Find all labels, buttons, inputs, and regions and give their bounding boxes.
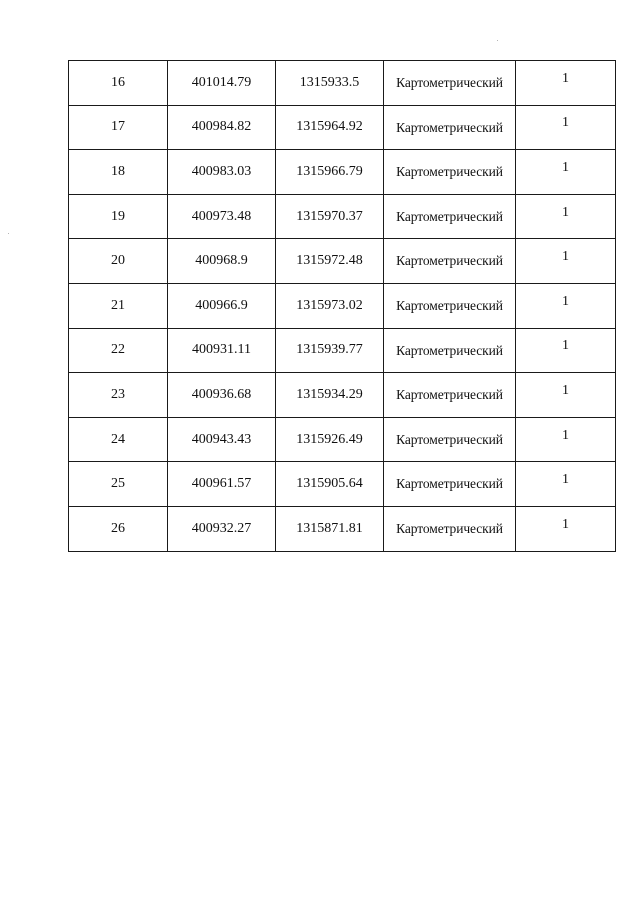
accuracy-value: 1 bbox=[516, 61, 616, 106]
coordinate-x: 400931.11 bbox=[168, 328, 276, 373]
determination-method: Картометрический bbox=[384, 417, 516, 462]
point-number: 21 bbox=[69, 283, 168, 328]
accuracy-value: 1 bbox=[516, 328, 616, 373]
coordinates-table-body bbox=[69, 61, 616, 552]
coordinate-x: 400966.9 bbox=[168, 283, 276, 328]
determination-method: Картометрический bbox=[384, 328, 516, 373]
table-row bbox=[69, 373, 616, 418]
coordinate-x: 401014.79 bbox=[168, 61, 276, 106]
coordinate-x: 400973.48 bbox=[168, 194, 276, 239]
coordinate-y: 1315966.79 bbox=[276, 150, 384, 195]
coordinates-table bbox=[68, 60, 616, 552]
determination-method: Картометрический bbox=[384, 150, 516, 195]
point-number: 16 bbox=[69, 61, 168, 106]
accuracy-value: 1 bbox=[516, 150, 616, 195]
table-row bbox=[69, 194, 616, 239]
coordinate-x: 400983.03 bbox=[168, 150, 276, 195]
determination-method: Картометрический bbox=[384, 61, 516, 106]
accuracy-value: 1 bbox=[516, 283, 616, 328]
accuracy-value: 1 bbox=[516, 373, 616, 418]
point-number: 26 bbox=[69, 506, 168, 551]
coordinate-y: 1315905.64 bbox=[276, 462, 384, 507]
coordinate-y: 1315973.02 bbox=[276, 283, 384, 328]
table-row bbox=[69, 506, 616, 551]
coordinate-y: 1315871.81 bbox=[276, 506, 384, 551]
determination-method: Картометрический bbox=[384, 283, 516, 328]
accuracy-value: 1 bbox=[516, 194, 616, 239]
accuracy-value: 1 bbox=[516, 417, 616, 462]
accuracy-value: 1 bbox=[516, 105, 616, 150]
determination-method: Картометрический bbox=[384, 373, 516, 418]
determination-method: Картометрический bbox=[384, 105, 516, 150]
coordinate-x: 400961.57 bbox=[168, 462, 276, 507]
determination-method: Картометрический bbox=[384, 506, 516, 551]
scan-speck-left bbox=[8, 233, 9, 234]
point-number: 18 bbox=[69, 150, 168, 195]
coordinate-y: 1315934.29 bbox=[276, 373, 384, 418]
coordinate-y: 1315939.77 bbox=[276, 328, 384, 373]
table-row bbox=[69, 150, 616, 195]
table-row bbox=[69, 283, 616, 328]
coordinate-y: 1315933.5 bbox=[276, 61, 384, 106]
determination-method: Картометрический bbox=[384, 194, 516, 239]
coordinate-x: 400936.68 bbox=[168, 373, 276, 418]
coordinate-x: 400968.9 bbox=[168, 239, 276, 284]
coordinate-y: 1315964.92 bbox=[276, 105, 384, 150]
point-number: 22 bbox=[69, 328, 168, 373]
accuracy-value: 1 bbox=[516, 462, 616, 507]
coordinate-y: 1315972.48 bbox=[276, 239, 384, 284]
determination-method: Картометрический bbox=[384, 239, 516, 284]
table-row bbox=[69, 417, 616, 462]
point-number: 24 bbox=[69, 417, 168, 462]
table-row bbox=[69, 462, 616, 507]
table-row bbox=[69, 328, 616, 373]
table-row bbox=[69, 61, 616, 106]
coordinate-y: 1315926.49 bbox=[276, 417, 384, 462]
point-number: 17 bbox=[69, 105, 168, 150]
point-number: 20 bbox=[69, 239, 168, 284]
coordinate-x: 400943.43 bbox=[168, 417, 276, 462]
determination-method: Картометрический bbox=[384, 462, 516, 507]
point-number: 19 bbox=[69, 194, 168, 239]
point-number: 25 bbox=[69, 462, 168, 507]
coordinate-x: 400984.82 bbox=[168, 105, 276, 150]
point-number: 23 bbox=[69, 373, 168, 418]
accuracy-value: 1 bbox=[516, 506, 616, 551]
scan-speck-top-right bbox=[497, 40, 498, 41]
accuracy-value: 1 bbox=[516, 239, 616, 284]
table-row bbox=[69, 239, 616, 284]
coordinate-x: 400932.27 bbox=[168, 506, 276, 551]
table-row bbox=[69, 105, 616, 150]
coordinate-y: 1315970.37 bbox=[276, 194, 384, 239]
